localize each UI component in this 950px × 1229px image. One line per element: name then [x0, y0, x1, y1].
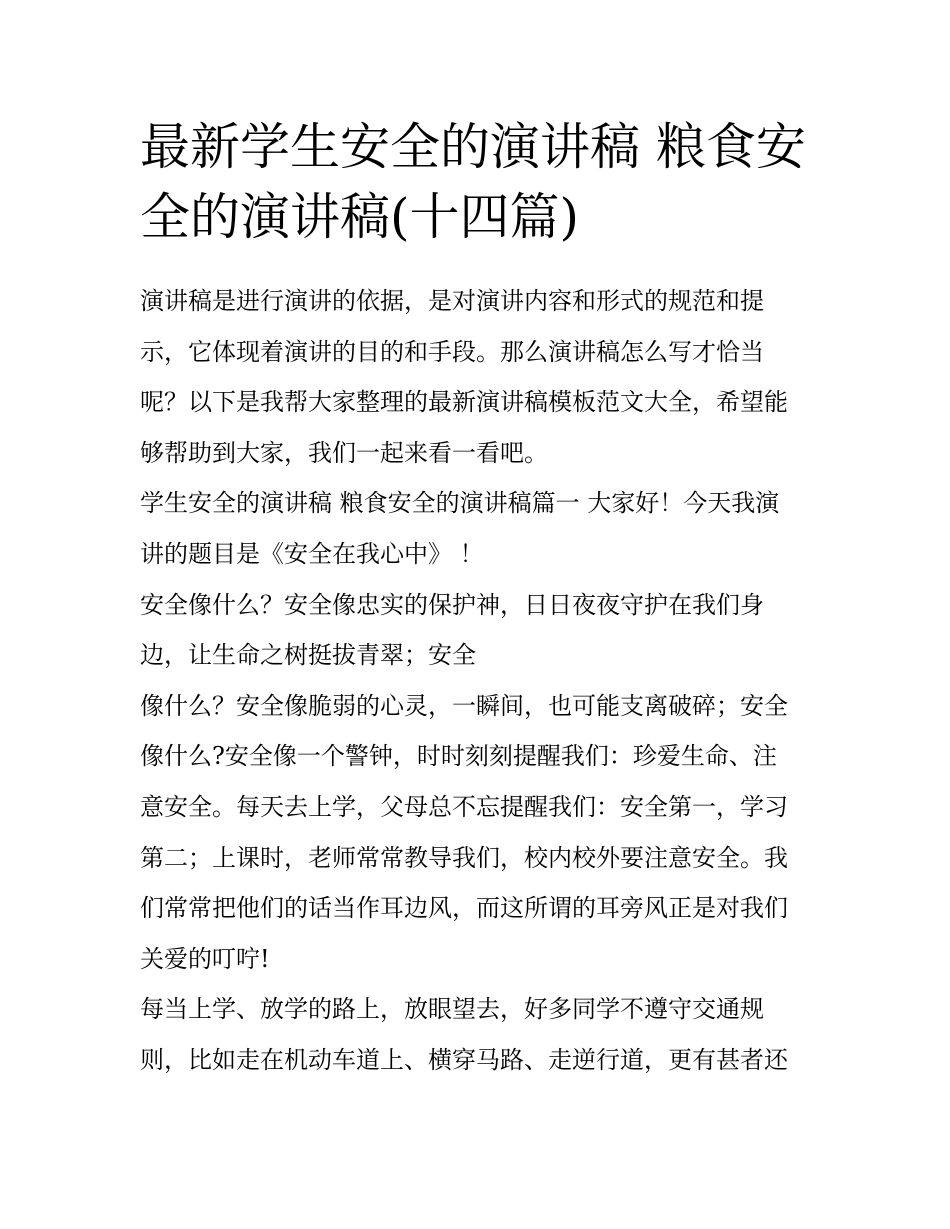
text-line: 则，比如走在机动车道上、横穿马路、走逆行道，更有甚者还 [140, 1045, 788, 1074]
text-line: 演讲稿是进行演讲的依据，是对演讲内容和形式的规范和提 [140, 287, 764, 315]
text-line: 意安全。每天去上学，父母总不忘提醒我们：安全第一，学习 [140, 792, 788, 821]
document-title [140, 112, 820, 252]
text-line: 们常常把他们的话当作耳边风，而这所谓的耳旁风正是对我们 [140, 894, 788, 923]
text-line: 讲的题目是《安全在我心中》 ！ [140, 539, 484, 568]
text-line: 学生安全的演讲稿 粮食安全的演讲稿篇一 大家好！今天我演 [140, 489, 780, 518]
text-line: 第二；上课时，老师常常教导我们，校内校外要注意安全。我 [140, 843, 788, 872]
paragraph-greeting [140, 478, 820, 579]
paragraph-safety-guardian [140, 580, 820, 681]
text-line: 每当上学、放学的路上，放眼望去，好多同学不遵守交通规 [140, 995, 764, 1024]
title-line: 最新学生安全的演讲稿 粮食安 [140, 118, 806, 176]
paragraph-intro [140, 276, 820, 478]
text-line: 呢？以下是我帮大家整理的最新演讲稿模板范文大全，希望能 [140, 388, 788, 417]
title-line: 全的演讲稿(十四篇) [140, 188, 580, 246]
text-line: 像什么？安全像脆弱的心灵，一瞬间，也可能支离破碎；安全 [140, 691, 788, 720]
text-line: 关爱的叮咛! [140, 944, 270, 973]
text-line: 边，让生命之树挺拔青翠；安全 [140, 641, 476, 670]
paragraph-traffic [140, 984, 820, 1085]
text-line: 像什么?安全像一个警钟，时时刻刻提醒我们：珍爱生命、注 [140, 742, 777, 771]
paragraph-safety-bell [140, 681, 820, 985]
text-line: 安全像什么？安全像忠实的保护神，日日夜夜守护在我们身 [140, 590, 764, 619]
text-line: 示，它体现着演讲的目的和手段。那么演讲稿怎么写才恰当 [140, 337, 764, 366]
document-body [140, 276, 820, 1086]
text-line: 够帮助到大家，我们一起来看一看吧。 [140, 438, 548, 467]
